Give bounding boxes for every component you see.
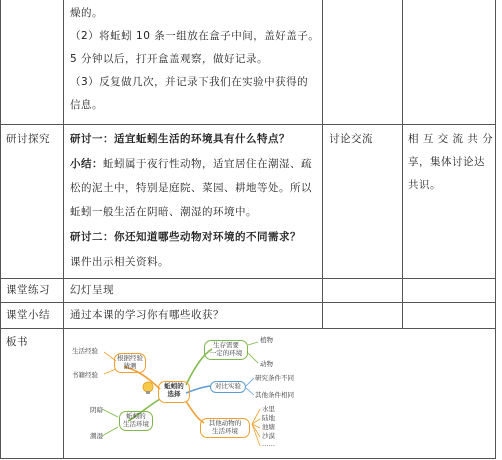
lightbulb-base bbox=[146, 391, 150, 394]
courseware-note: 课件出示相关资料。 bbox=[70, 256, 169, 268]
row2-content bbox=[70, 128, 322, 273]
plants-label: 植物 bbox=[260, 336, 273, 344]
row1-line: 信息。 bbox=[70, 99, 103, 111]
row1-line: 5 分钟以后，打开盒盖观察，做好记录。 bbox=[70, 53, 269, 65]
same-condition-label: 其他条件相同 bbox=[255, 391, 294, 399]
row-divider bbox=[0, 302, 496, 303]
row1-line: 燥的。 bbox=[70, 7, 103, 19]
land-label: 陆地 bbox=[262, 414, 275, 422]
intent-line: 享，集体讨论达 bbox=[408, 156, 485, 168]
animals-label: 动物 bbox=[260, 360, 273, 368]
pond-label: 池塘 bbox=[262, 423, 275, 431]
col-divider bbox=[495, 0, 496, 459]
summary-line: 松的泥土中，特别是庭院、菜园、耕地等处。所以 bbox=[70, 182, 312, 194]
lightbulb-icon bbox=[143, 382, 153, 392]
survival-node: 生存需要 一定的环境 bbox=[204, 340, 248, 360]
summary-line: 蚯蚓一般生活在阴暗、潮湿的环境中。 bbox=[70, 206, 257, 218]
dark-label: 阴暗 bbox=[90, 406, 103, 414]
summary-label: 小结： bbox=[70, 158, 103, 170]
discussion-question-2: 研讨二：你还知道哪些动物对环境的不同需求？ bbox=[70, 231, 301, 243]
water-label: 水里 bbox=[262, 405, 275, 413]
ellipsis-label: …… bbox=[262, 440, 275, 448]
row4-content: 通过本课的学习你有哪些收获？ bbox=[70, 309, 224, 321]
row1-line: （2）将蚯蚓 10 条一组放在盒子中间，盖好盖子。 bbox=[70, 30, 320, 42]
damp-label: 潮湿 bbox=[90, 432, 103, 440]
col-divider bbox=[322, 0, 323, 329]
experiment-node: 对比实验 bbox=[210, 381, 246, 393]
guess-node: 根据经验 猜测 bbox=[114, 353, 146, 373]
row3-label: 课堂练习 bbox=[6, 284, 50, 296]
col-divider bbox=[0, 0, 1, 459]
habitat-node: 蚯蚓的 生活环境 bbox=[119, 411, 153, 431]
row2-intent bbox=[408, 128, 494, 196]
book-experience-label: 书籍经验 bbox=[72, 371, 98, 379]
desert-label: 沙漠 bbox=[262, 432, 275, 440]
intent-line: 共识。 bbox=[408, 179, 441, 191]
center-node: 蚯蚓的 选择 bbox=[158, 381, 190, 403]
row-divider bbox=[0, 458, 496, 459]
row2-activity: 讨论交流 bbox=[329, 133, 373, 145]
life-experience-label: 生活经验 bbox=[72, 347, 98, 355]
summary-line bbox=[70, 153, 322, 175]
row2-label: 研讨探究 bbox=[6, 133, 50, 145]
mind-map bbox=[64, 329, 322, 458]
row4-label: 课堂小结 bbox=[6, 309, 50, 321]
row3-content: 幻灯呈现 bbox=[70, 284, 114, 296]
intent-line: 相 互 交 流 共 分 bbox=[408, 133, 494, 145]
summary-text: 蚯蚓属于夜行性动物，适宜居住在潮湿、疏 bbox=[103, 158, 312, 170]
row5-label: 板书 bbox=[6, 336, 28, 348]
discussion-question-1: 研讨一：适宜蚯蚓生活的环境具有什么特点？ bbox=[70, 133, 290, 145]
different-condition-label: 研究条件不同 bbox=[255, 374, 294, 382]
col-divider bbox=[402, 0, 403, 329]
row1-content bbox=[70, 2, 320, 116]
other-animals-node: 其他动物的 生活环境 bbox=[200, 418, 250, 438]
row-divider bbox=[0, 124, 496, 125]
row1-line: （3）反复做几次，并记录下我们在实验中获得的 bbox=[70, 76, 309, 88]
